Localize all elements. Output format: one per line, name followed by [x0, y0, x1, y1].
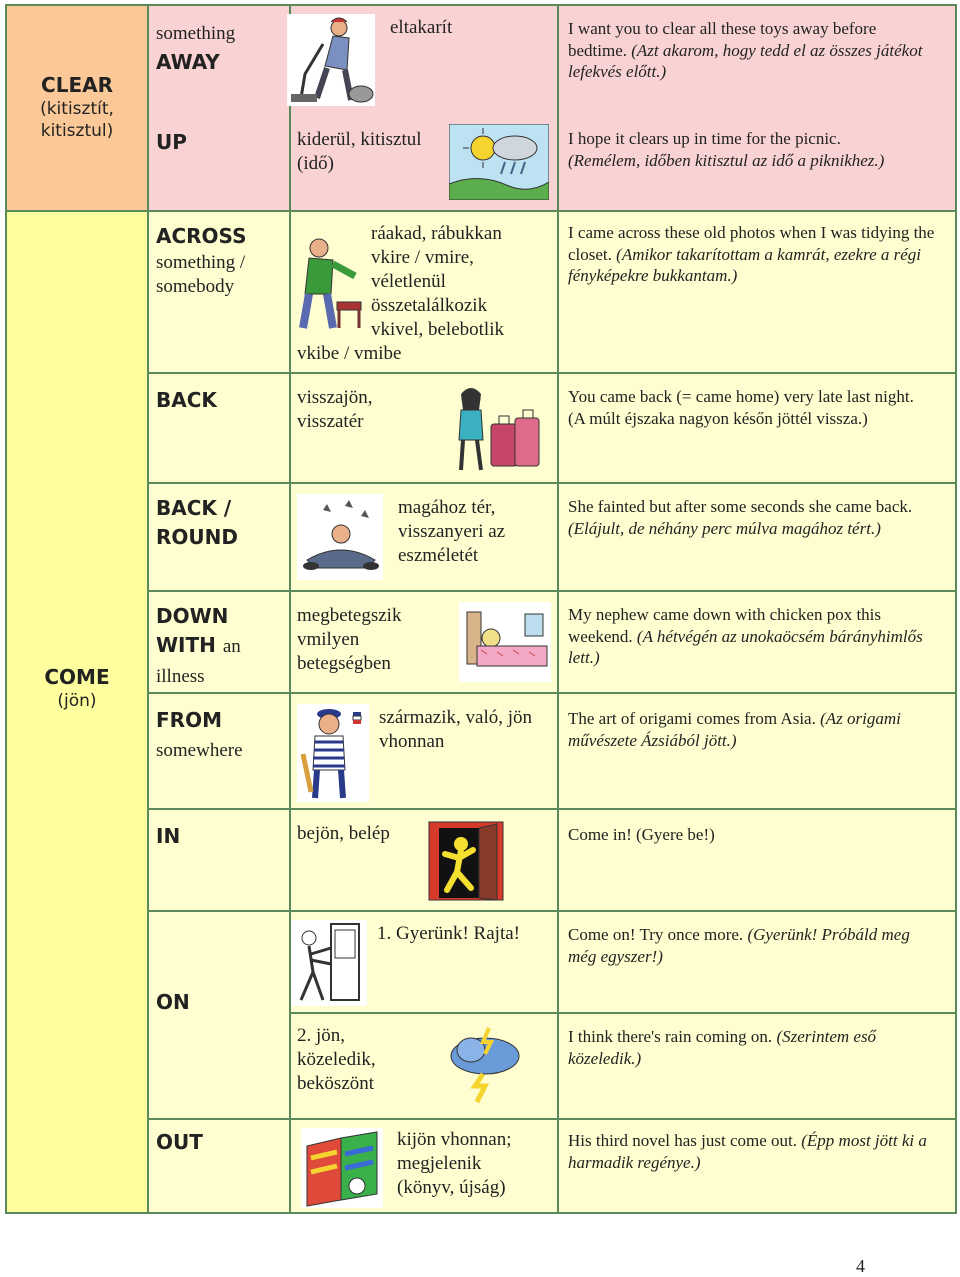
come-verb-label: COME	[44, 665, 110, 689]
meaning-away: eltakarít	[390, 17, 453, 38]
particle-back-round: BACK / ROUND	[156, 496, 238, 549]
phrasal-verbs-table	[5, 4, 957, 1214]
example-away: I want you to clear all these toys away before bedtime. (Azt akarom, hogy tedd el az összes játékot lefekvés előtt.)	[568, 19, 923, 81]
example-up: I hope it clears up in time for the picnic. (Remélem, időben kitisztul az idő a piknikhez.)	[568, 129, 885, 170]
example-back-round: She fainted but after some seconds she came back. (Elájult, de néhány perc múlva magához tért.)	[568, 497, 913, 538]
example-out: His third novel has just come out. (Épp most jött ki a harmadik regénye.)	[568, 1131, 927, 1172]
example-across: I came across these old photos when I was tidying the closet. (Amikor takarítottam a kamrát, ezekre a régi fényképekre bukkantam.)	[568, 223, 935, 285]
meaning-from: származik, való, jön vhonnan	[379, 707, 533, 752]
traveler-luggage-icon	[443, 384, 543, 474]
example-from: The art of origami comes from Asia. (Az origami művészete Ázsiából jött.)	[568, 709, 901, 750]
particle-away: something AWAY	[156, 23, 236, 74]
sick-in-bed-icon	[459, 602, 551, 682]
particle-down-with: DOWN WITH an illness	[156, 604, 241, 687]
french-man-icon	[297, 704, 369, 802]
example-on-1: Come on! Try once more. (Gyerünk! Próbáld meg még egyszer!)	[568, 925, 910, 966]
example-down-with: My nephew came down with chicken pox this weekend. (A hétvégén az unokaöcsém bárányhimlős lett.)	[568, 605, 923, 667]
particle-up: UP	[156, 130, 187, 154]
particle-on: ON	[156, 990, 190, 1014]
weather-icon	[449, 124, 549, 200]
come-verb-cell	[7, 210, 147, 1212]
clear-verb-label: CLEAR	[41, 73, 113, 97]
fainted-person-icon	[297, 494, 383, 580]
meaning-on-2: 2. jön, közeledik, beköszönt	[297, 1025, 376, 1094]
book-icon	[301, 1128, 383, 1208]
particle-across: ACROSS something / somebody	[156, 224, 247, 297]
example-back: You came back (= came home) very late last night. (A múlt éjszaka nagyon későn jöttél vissza.)	[568, 387, 914, 428]
particle-out: OUT	[156, 1130, 203, 1154]
vacuum-cleaner-icon	[287, 14, 375, 106]
clear-verb-translation: (kitisztít, kitisztul)	[40, 99, 114, 142]
clear-verb-cell	[7, 6, 147, 210]
storm-cloud-icon	[445, 1022, 523, 1106]
example-in: Come in! (Gyere be!)	[568, 825, 715, 844]
meaning-out: kijön vhonnan; megjelenik (könyv, újság)	[397, 1129, 512, 1198]
meaning-across: ráakad, rábukkan vkire / vmire, véletlenül összetalálkozik vkivel, belebotlik vkibe / vmibe	[297, 223, 504, 364]
meaning-in: bejön, belép	[297, 823, 390, 844]
meaning-down-with: megbetegszik vmilyen betegségben	[297, 605, 402, 674]
example-on-2: I think there's rain coming on. (Szerintem eső közeledik.)	[568, 1027, 877, 1068]
meaning-on-1: 1. Gyerünk! Rajta!	[377, 923, 520, 944]
meaning-back-round: magához tér, visszanyeri az eszméletét	[398, 497, 506, 566]
come-verb-translation: (jön)	[57, 691, 97, 712]
particle-from: FROM somewhere	[156, 708, 243, 761]
meaning-up: kiderül, kitisztul (idő)	[297, 129, 422, 174]
particle-in: IN	[156, 824, 181, 848]
door-enter-icon	[427, 820, 505, 902]
page-number: 4	[856, 1256, 865, 1276]
push-door-icon	[291, 920, 367, 1006]
particle-back: BACK	[156, 388, 217, 412]
meaning-back: visszajön, visszatér	[297, 387, 373, 432]
